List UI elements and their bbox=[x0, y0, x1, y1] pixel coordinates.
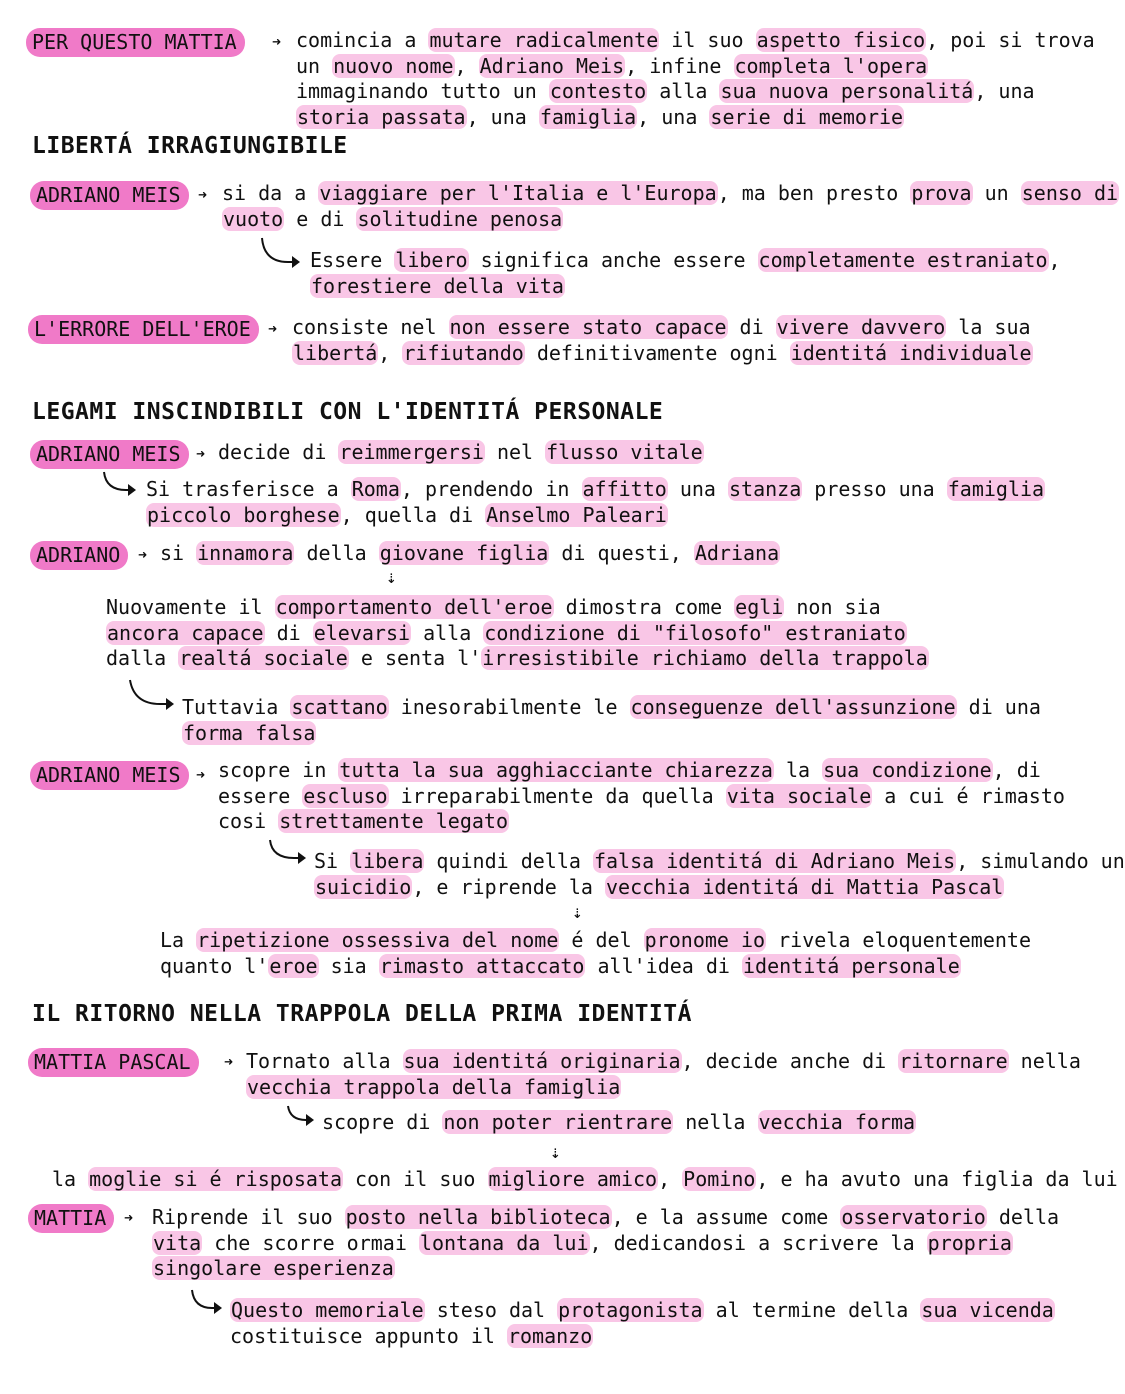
highlight-mark: migliore amico bbox=[488, 1167, 658, 1191]
text-line bbox=[152, 1256, 1059, 1282]
highlight-mark: vita sociale bbox=[726, 783, 872, 808]
topic-tag: ADRIANO MEIS bbox=[30, 440, 189, 469]
arrow-icon: ➜ bbox=[124, 1209, 134, 1227]
highlight-mark: Questo memoriale bbox=[231, 1298, 424, 1322]
highlight-mark: pronome io bbox=[644, 928, 766, 952]
text-line: libertá, rifiutando definitivamente ogni identitá individuale bbox=[293, 340, 1032, 365]
highlight-mark: prova bbox=[911, 181, 972, 205]
text-line: cosi strettamente legato bbox=[218, 809, 508, 833]
highlight-mark: moglie si é risposata bbox=[89, 1167, 342, 1191]
text-line: vita che scorre ormai lontana da lui, dedicandosi a scrivere la propria bbox=[153, 1230, 1012, 1255]
highlight-mark: vecchia trappola della famiglia bbox=[247, 1074, 621, 1099]
highlight-mark: ritornare bbox=[899, 1049, 1008, 1073]
text-block bbox=[218, 440, 704, 466]
section-heading: LIBERTÁ IRRAGIUNGIBILE bbox=[32, 133, 348, 159]
highlight-mark: famiglia bbox=[947, 477, 1045, 501]
highlight-mark: falsa identitá di Adriano Meis bbox=[593, 849, 956, 873]
text-line: scopre di non poter rientrare nella vecchia forma bbox=[322, 1110, 916, 1134]
text-line: essere escluso irreparabilmente da quella vita sociale a cui é rimasto bbox=[218, 783, 1065, 808]
highlight-mark: condizione di "filosofo" estraniato bbox=[484, 620, 906, 645]
down-arrow-icon: ⇣ bbox=[572, 902, 583, 923]
highlight-mark: sua nuova personalitá bbox=[720, 79, 974, 103]
highlight-mark: sua condizione bbox=[823, 758, 992, 782]
highlight-mark: identitá individuale bbox=[790, 340, 1032, 365]
highlight-mark: tutta la sua agghiacciante chiarezza bbox=[339, 758, 773, 782]
text-line: suicidio, e riprende la vecchia identitá di Mattia Pascal bbox=[315, 874, 1004, 899]
hook-arrow-icon bbox=[126, 678, 180, 712]
highlight-mark: viaggiare per l'Italia e l'Europa bbox=[319, 181, 717, 205]
topic-tag: ADRIANO bbox=[30, 541, 128, 570]
text-line: la moglie si é risposata con il suo migliore amico, Pomino, e ha avuto una figlia da lui bbox=[52, 1167, 1118, 1191]
hook-arrow-icon bbox=[258, 236, 304, 270]
highlight-mark: libertá bbox=[293, 340, 378, 365]
highlight-mark: affitto bbox=[582, 477, 667, 501]
highlight-mark: escluso bbox=[303, 783, 388, 808]
text-block bbox=[222, 181, 1119, 232]
hook-arrow-icon bbox=[266, 838, 312, 868]
down-arrow-icon: ⇣ bbox=[386, 567, 397, 588]
highlight-mark: completamente estraniato bbox=[758, 248, 1048, 272]
highlight-mark: suicidio bbox=[315, 874, 412, 899]
text-line: si da a viaggiare per l'Italia e l'Europa, ma ben presto prova un senso di bbox=[222, 181, 1119, 205]
highlight-mark: mutare radicalmente bbox=[429, 28, 659, 52]
highlight-mark: forma falsa bbox=[183, 720, 316, 745]
text-line: Si trasferisce a Roma, prendendo in affitto una stanza presso una famiglia bbox=[146, 477, 1045, 501]
highlight-mark: giovane figlia bbox=[379, 541, 549, 565]
text-block bbox=[296, 28, 1095, 130]
highlight-mark: Adriano Meis bbox=[479, 53, 625, 78]
text-line: decide di reimmergersi nel flusso vitale bbox=[218, 440, 703, 464]
highlight-mark: nuovo nome bbox=[333, 53, 454, 78]
text-line: Tornato alla sua identitá originaria, decide anche di ritornare nella bbox=[246, 1049, 1081, 1073]
highlight-mark: vecchia forma bbox=[758, 1110, 916, 1134]
highlight-mark: protagonista bbox=[558, 1298, 703, 1322]
highlight-mark: libera bbox=[351, 849, 424, 873]
highlight-mark: singolare esperienza bbox=[153, 1256, 394, 1280]
text-line: vuoto e di solitudine penosa bbox=[223, 206, 563, 231]
highlight-mark: aspetto fisico bbox=[756, 28, 926, 52]
text-block bbox=[218, 758, 1065, 835]
highlight-mark: Roma bbox=[351, 477, 400, 501]
text-block bbox=[106, 595, 929, 672]
highlight-mark: sua identitá originaria bbox=[403, 1049, 681, 1073]
highlight-mark: romanzo bbox=[507, 1323, 593, 1348]
text-line: Questo memoriale steso dal protagonista al termine della sua vicenda bbox=[231, 1298, 1054, 1322]
highlight-mark: non poter rientrare bbox=[443, 1110, 673, 1134]
text-line: piccolo borghese, quella di Anselmo Paleari bbox=[147, 502, 667, 527]
highlight-mark: Pomino bbox=[683, 1167, 756, 1191]
highlight-mark: Adriana bbox=[694, 541, 780, 565]
highlight-mark: non essere stato capace bbox=[449, 315, 727, 339]
highlight-mark: sua vicenda bbox=[921, 1298, 1054, 1322]
highlight-mark: vita bbox=[153, 1230, 202, 1255]
highlight-mark: contesto bbox=[549, 79, 647, 103]
highlight-mark: ancora capace bbox=[107, 620, 264, 645]
text-line: Nuovamente il comportamento dell'eroe dimostra come egli non sia bbox=[106, 595, 881, 619]
text-line: Si libera quindi della falsa identitá di Adriano Meis, simulando un bbox=[314, 849, 1125, 873]
highlight-mark: rimasto attaccato bbox=[379, 953, 585, 978]
arrow-icon: ➜ bbox=[196, 445, 206, 463]
text-line: si innamora della giovane figlia di questi, Adriana bbox=[160, 541, 780, 565]
arrow-icon: ➜ bbox=[224, 1053, 234, 1071]
text-line: comincia a mutare radicalmente il suo aspetto fisico, poi si trova bbox=[296, 28, 1095, 52]
section-heading: LEGAMI INSCINDIBILI CON L'IDENTITÁ PERSONALE bbox=[32, 399, 664, 425]
highlight-mark: vuoto bbox=[223, 206, 284, 231]
highlight-mark: strettamente legato bbox=[279, 809, 508, 833]
topic-tag: ADRIANO MEIS bbox=[30, 761, 189, 790]
text-line bbox=[246, 1075, 1081, 1101]
arrow-icon: ➜ bbox=[198, 186, 208, 204]
text-block bbox=[310, 248, 1061, 299]
text-line: quanto l'eroe sia rimasto attaccato all'idea di identitá personale bbox=[160, 953, 960, 978]
highlight-mark: elevarsi bbox=[313, 620, 411, 645]
topic-tag: ADRIANO MEIS bbox=[30, 181, 189, 210]
highlight-mark: solitudine penosa bbox=[357, 206, 563, 231]
highlight-mark: posto nella biblioteca bbox=[345, 1205, 611, 1229]
text-line: immaginando tutto un contesto alla sua nuova personalitá, una bbox=[296, 79, 1035, 103]
highlight-mark: famiglia bbox=[539, 104, 637, 129]
topic-tag: MATTIA bbox=[28, 1204, 114, 1233]
highlight-mark: osservatorio bbox=[841, 1205, 986, 1229]
text-line: scopre in tutta la sua agghiacciante chiarezza la sua condizione, di bbox=[218, 758, 1041, 782]
text-line: consiste nel non essere stato capace di vivere davvero la sua bbox=[292, 315, 1031, 339]
highlight-mark: eroe bbox=[269, 953, 318, 978]
text-block bbox=[246, 1049, 1081, 1100]
highlight-mark: vivere davvero bbox=[776, 315, 946, 339]
highlight-mark: flusso vitale bbox=[546, 440, 703, 464]
text-block bbox=[160, 928, 1031, 979]
text-line bbox=[310, 274, 1061, 300]
text-line: costituisce appunto il romanzo bbox=[230, 1323, 593, 1348]
hook-arrow-icon bbox=[284, 1104, 320, 1132]
text-block bbox=[146, 477, 1045, 528]
text-block bbox=[52, 1167, 1118, 1193]
highlight-mark: stanza bbox=[729, 477, 802, 501]
text-line: Riprende il suo posto nella biblioteca, e la assume come osservatorio della bbox=[152, 1205, 1060, 1229]
highlight-mark: Anselmo Paleari bbox=[486, 502, 667, 527]
highlight-mark: comportamento dell'eroe bbox=[275, 595, 553, 619]
highlight-mark: realtá sociale bbox=[179, 646, 348, 670]
highlight-mark: innamora bbox=[197, 541, 294, 565]
topic-tag: MATTIA PASCAL bbox=[28, 1048, 199, 1077]
topic-tag: L'ERRORE DELL'EROE bbox=[28, 315, 259, 344]
highlight-mark: senso di bbox=[1021, 181, 1119, 205]
text-line: Tuttavia scattano inesorabilmente le conseguenze dell'assunzione di una bbox=[182, 695, 1041, 719]
highlight-mark: forestiere della vita bbox=[311, 273, 564, 298]
highlight-mark: rifiutando bbox=[403, 340, 524, 365]
text-line: La ripetizione ossessiva del nome é del pronome io rivela eloquentemente bbox=[160, 928, 1031, 952]
text-block bbox=[322, 1110, 916, 1136]
hook-arrow-icon bbox=[188, 1288, 228, 1318]
text-line: un nuovo nome, Adriano Meis, infine completa l'opera bbox=[296, 53, 928, 78]
text-line: storia passata, una famiglia, una serie di memorie bbox=[297, 104, 904, 129]
highlight-mark: identitá personale bbox=[743, 953, 960, 978]
hook-arrow-icon bbox=[100, 470, 142, 500]
highlight-mark: reimmergersi bbox=[339, 440, 484, 464]
highlight-mark: irresistibile richiamo della trappola bbox=[482, 646, 928, 670]
text-block bbox=[314, 849, 1125, 900]
highlight-mark: vecchia identitá di Mattia Pascal bbox=[605, 874, 1004, 899]
down-arrow-icon: ⇣ bbox=[550, 1142, 561, 1163]
topic-tag: PER QUESTO MATTIA bbox=[26, 28, 245, 57]
text-line: ancora capace di elevarsi alla condizione di "filosofo" estraniato bbox=[107, 620, 906, 645]
highlight-mark: conseguenze dell'assunzione bbox=[630, 695, 956, 719]
highlight-mark: piccolo borghese bbox=[147, 502, 340, 527]
text-block bbox=[292, 315, 1033, 366]
highlight-mark: scattano bbox=[291, 695, 388, 719]
highlight-mark: propria bbox=[927, 1230, 1012, 1255]
arrow-icon: ➜ bbox=[138, 546, 148, 564]
text-line: Essere libero significa anche essere completamente estraniato, bbox=[310, 248, 1061, 272]
text-block bbox=[230, 1298, 1055, 1349]
arrow-icon: ➜ bbox=[268, 320, 278, 338]
highlight-mark: ripetizione ossessiva del nome bbox=[197, 928, 559, 952]
text-block bbox=[152, 1205, 1059, 1282]
highlight-mark: libero bbox=[395, 248, 468, 272]
highlight-mark: completa l'opera bbox=[734, 53, 928, 78]
highlight-mark: egli bbox=[735, 595, 784, 619]
text-line bbox=[182, 721, 1041, 747]
highlight-mark: serie di memorie bbox=[710, 104, 904, 129]
highlight-mark: lontana da lui bbox=[419, 1230, 589, 1255]
text-line: dalla realtá sociale e senta l'irresistibile richiamo della trappola bbox=[106, 646, 928, 670]
text-block bbox=[160, 541, 780, 567]
text-block bbox=[182, 695, 1041, 746]
arrow-icon: ➜ bbox=[272, 33, 282, 51]
arrow-icon: ➜ bbox=[196, 766, 206, 784]
highlight-mark: storia passata bbox=[297, 104, 466, 129]
section-heading: IL RITORNO NELLA TRAPPOLA DELLA PRIMA IDENTITÁ bbox=[32, 1001, 692, 1027]
